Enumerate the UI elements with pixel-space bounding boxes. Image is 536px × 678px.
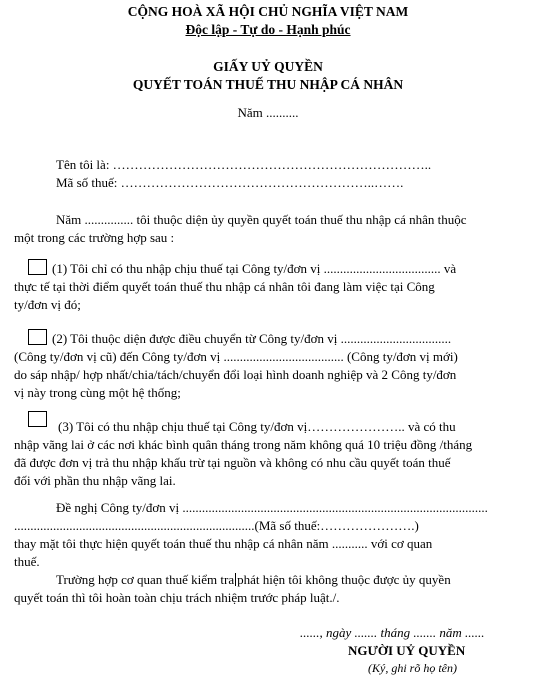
- option-2-checkbox[interactable]: [28, 329, 47, 345]
- responsibility-line-1: [56, 572, 451, 588]
- option-2-line-4: vị này trong cùng một hệ thống;: [14, 385, 181, 400]
- option-3-line-3: đã được đơn vị trả thu nhập khấu trừ tại nguồn và không có nhu cầu quyết toán thuế: [14, 455, 451, 470]
- option-2-line-3: do sáp nhập/ hợp nhất/chia/tách/chuyển đổi loại hình doanh nghiệp và 2 Công ty/đơn: [14, 367, 457, 382]
- intro-line-1: Năm ............... tôi thuộc diện ủy quyền quyết toán thuế thu nhập cá nhân thuộc: [56, 212, 467, 227]
- option-3-line-4: đối với phần thu nhập vãng lai.: [14, 473, 176, 488]
- option-3-checkbox[interactable]: [28, 411, 47, 427]
- responsibility-line-2: quyết toán thì tôi hoàn toàn chịu trách nhiệm trước pháp luật./.: [14, 590, 340, 605]
- option-1-line-1: (1) Tôi chỉ có thu nhập chịu thuế tại Công ty/đơn vị .................................... và: [52, 261, 457, 276]
- request-line-4: thuế.: [14, 554, 40, 569]
- tax-code-field-line: Mã số thuế: …………………………………………………..…….: [56, 175, 404, 190]
- option-3-line-1: (3) Tôi có thu nhập chịu thuế tại Công ty/đơn vị………………….. và có thu: [58, 419, 456, 434]
- request-line-1: Đề nghị Công ty/đơn vị ..............................................................................................: [56, 500, 488, 515]
- authorizer-label: NGƯỜI UỶ QUYỀN: [348, 643, 466, 658]
- signature-note: (Ký, ghi rõ họ tên): [368, 661, 457, 675]
- text-cursor: [235, 573, 236, 586]
- option-1-checkbox[interactable]: [28, 259, 47, 275]
- option-1-line-3: ty/đơn vị đó;: [14, 297, 81, 312]
- document-subtitle: QUYẾT TOÁN THUẾ THU NHẬP CÁ NHÂN: [132, 77, 404, 92]
- option-2-line-2: (Công ty/đơn vị cũ) đến Công ty/đơn vị ..................................... (Công ty/đơn vị mới): [14, 349, 458, 364]
- request-line-3: thay mặt tôi thực hiện quyết toán thuế thu nhập cá nhân năm ........... với cơ quan: [14, 536, 433, 551]
- option-1-line-2: thực tế tại thời điểm quyết toán thuế thu nhập cá nhân tôi đang làm việc tại Công: [14, 279, 435, 294]
- request-line-2: ..........................................................................(Mã số thuế:………………….): [14, 518, 419, 533]
- name-field-line: Tên tôi là: ………………………………………………………………..: [56, 157, 432, 172]
- intro-line-2: một trong các trường hợp sau :: [14, 230, 175, 245]
- year-line: Năm ..........: [237, 105, 299, 120]
- document-title: GIẤY UỶ QUYỀN: [213, 59, 323, 74]
- responsibility-line-1-start: Trường hợp cơ quan thuế kiểm tra: [56, 572, 235, 587]
- motto: Độc lập - Tự do - Hạnh phúc: [185, 22, 351, 37]
- signature-date-line: ......, ngày ....... tháng ....... năm ......: [300, 625, 485, 640]
- option-3-line-2: nhập vãng lai ở các nơi khác bình quân tháng trong năm không quá 10 triệu đồng /tháng: [14, 437, 473, 452]
- responsibility-line-1-end: phát hiện tôi không thuộc được ủy quyền: [237, 572, 451, 587]
- national-title: CỘNG HOÀ XÃ HỘI CHỦ NGHĨA VIỆT NAM: [127, 4, 409, 19]
- option-2-line-1: (2) Tôi thuộc diện được điều chuyển từ Công ty/đơn vị ..................................: [52, 331, 452, 346]
